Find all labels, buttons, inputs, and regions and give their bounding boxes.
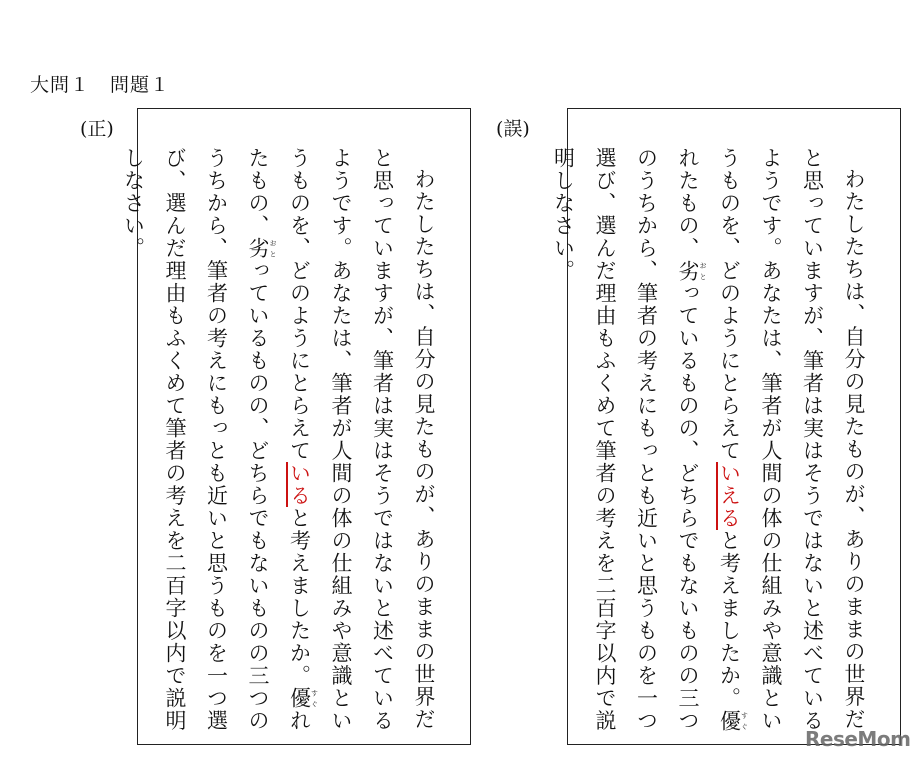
- text-segment: わたしたちは、自分の見たものが、ありのままの世界だと思っていますが、筆者は実はそうではないと述べているようです。あなたは、筆者が人間の体の仕組みや意識というものを、どのようにとらえて: [287, 147, 436, 732]
- text-segment: わたしたちは、自分の見たものが、ありのままの世界だと思っていますが、筆者は実はそうではないと述べているようです。あなたは、筆者が人間の体の仕組みや意識というものを、どのようにとらえて: [717, 147, 866, 732]
- correct-question-box: [121, 108, 471, 745]
- text-segment: っているものの、どちらでもないものの三つのうちから、筆者の考えにもっとも近いと思うものを一つ選び、選んだ理由もふくめて筆者の考えを二百字以内で説明しなさい。: [551, 147, 700, 732]
- correct-label: (正): [80, 118, 114, 140]
- incorrect-question-box: [551, 108, 901, 745]
- text-segment: れたもの、: [676, 147, 700, 260]
- correct-question-text: [112, 147, 444, 737]
- text-segment: と考えましたか。: [287, 507, 312, 687]
- ruby-suguru: 優 すぐ: [287, 687, 319, 710]
- ruby-suguru: 優 すぐ: [717, 709, 749, 732]
- highlighted-error: いえる: [717, 462, 742, 530]
- text-segment: っているものの、どちらでもないものの三つのうちから、筆者の考えにもっとも近いと思うものを一つ選び、選んだ理由もふくめて筆者の考えを二百字以内で説明しなさい。: [121, 147, 270, 732]
- resemom-watermark-logo: ReseMom: [805, 727, 911, 751]
- incorrect-question-text: [542, 147, 874, 737]
- ruby-otoru: 劣 おと: [676, 259, 707, 282]
- ruby-otoru: 劣 おと: [246, 237, 277, 260]
- incorrect-label: (誤): [496, 118, 530, 140]
- highlighted-correction: いる: [287, 462, 312, 507]
- question-heading: 大問１ 問題１: [30, 74, 171, 96]
- text-segment: と考えましたか。: [717, 529, 742, 710]
- text-segment: れたもの、: [246, 147, 312, 732]
